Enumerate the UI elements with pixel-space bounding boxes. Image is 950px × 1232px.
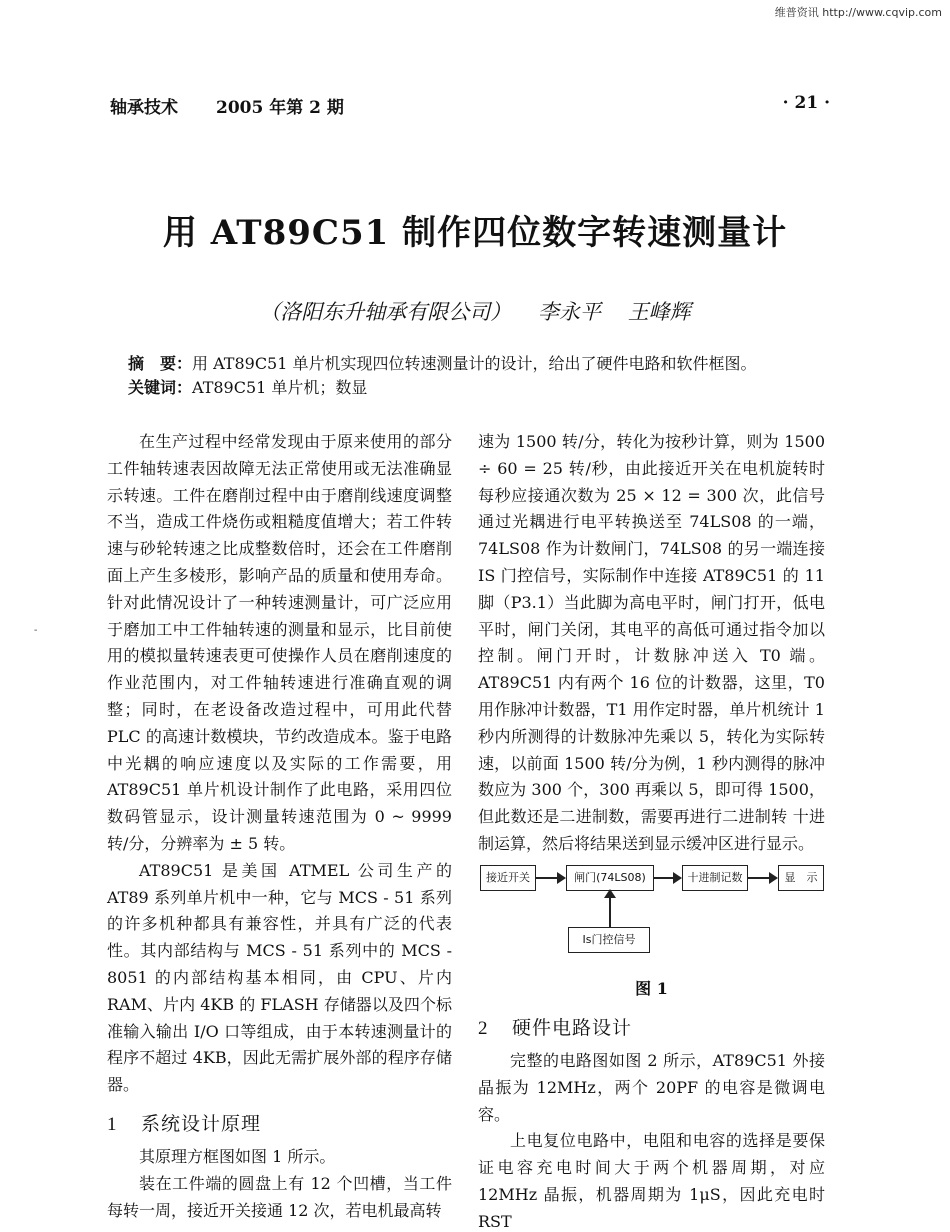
paragraph: 装在工件端的圆盘上有 12 个凹槽，当工件每转一周，接近开关接通 12 次，若电机最高转 xyxy=(107,1173,452,1220)
abstract-block xyxy=(128,352,828,400)
section-title: 硬件电路设计 xyxy=(512,1017,633,1039)
journal-name: 轴承技术 xyxy=(110,98,178,118)
section-heading-1 xyxy=(107,1109,452,1140)
arrow-gating-to-gate xyxy=(609,893,611,927)
gating-signal-box: Is门控信号 xyxy=(568,927,650,953)
right-column xyxy=(478,429,825,858)
section-2 xyxy=(478,1013,825,1232)
paragraph: 在生产过程中经常发现由于原来使用的部分工件轴转速表因故障无法正常使用或无法准确显示转速。工件在磨削过程中由于磨削线速度调整不当，造成工件烧伤或粗糙度值增大；若工件转速与砂轮转速之比成整数倍时，还会在工件磨削面上产生多棱形，影响产品的质量和使用寿命。针对此情况设计了一种转速测量计，可广泛应用于磨加工中工件轴转速的测量和显示，比目前使用的模拟量转速表更可使操作人员在磨削速度的作业范围内，对工件轴转速进行准确直观的调整；同时，在老设备改造过程中，可用此代替 PLC 的高速计数模块，节约改造成本。鉴于电路中光耦的响应速度以及实际的工作需要，用 AT89C51 单片机设计制作了此电路，采用四位数码管显示，设计测量转速范围为 0 ~ 9999 转/分，分辨率为 ± 5 转。 xyxy=(107,432,452,853)
paragraph: 完整的电路图如图 2 所示，AT89C51 外接晶振为 12MHz，两个 20PF 的电容是微调电容。 xyxy=(478,1051,825,1124)
issue-label: 2005 年第 2 期 xyxy=(216,98,344,118)
keywords-label: 关键词： xyxy=(128,378,193,397)
section-title: 系统设计原理 xyxy=(141,1112,262,1135)
paragraph: AT89C51 是美国 ATMEL 公司生产的 AT89 系列单片机中一种，它与 MCS - 51 系列的许多机种都具有兼容性，并具有广泛的代表性。其内部结构与 MCS - 51 系列中的 MCS - 8051 的内部结构基本相同，由 CPU、片内 RAM、片内 4KB 的 FLASH 存储器以及四个标准输入输出 I/O 口等组成，由于本转速测量计的程序不超过 4KB，因此无需扩展外部的程序存储器。 xyxy=(107,860,452,1095)
display-box: 显 示 xyxy=(778,865,824,891)
paragraph: 其原理方框图如图 1 所示。 xyxy=(139,1146,336,1166)
author-1: 李永平 xyxy=(538,300,601,324)
article-title: 用 AT89C51 制作四位数字转速测量计 xyxy=(162,213,788,253)
figure-caption: 图 1 xyxy=(635,979,668,998)
abstract xyxy=(128,352,828,376)
keywords-text: AT89C51 单片机；数显 xyxy=(192,378,368,397)
section-number: 2 xyxy=(478,1018,489,1039)
paragraph: 速为 1500 转/分，转化为按秒计算，则为 1500 ÷ 60 = 25 转/秒，由此接近开关在电机旋转时每秒应接通次数为 25 × 12 = 300 次，此信号通过光耦进行电平转换送至 74LS08 的一端，74LS08 作为计数闸门，74LS08 的另一端连接 IS 门控信号，实际制作中连接 AT89C51 的 11 脚（P3.1）当此脚为高电平时，闸门打开，低电平时，闸门关闭，其电平的高低可通过指令加以控制。闸门开时，计数脉冲送入 T0 端。AT89C51 内有两个 16 位的计数器，这里，T0 用作脉冲计数器，T1 用作定时器，单片机统计 1 秒内所测得的计数脉冲先乘以 5，转化为实际转速，以前面 1500 转/分为例，1 秒内测得的脉冲数应为 300 个，300 再乘以 5，即可得 1500，但此数还是二进制数，需要再进行二进制转 十进制运算，然后将结果送到显示缓冲区进行显示。 xyxy=(478,432,825,853)
abstract-text: 用 AT89C51 单片机实现四位转速测量计的设计，给出了硬件电路和软件框图。 xyxy=(192,354,757,373)
section-number: 1 xyxy=(107,1113,118,1135)
abstract-label: 摘 要： xyxy=(128,354,193,373)
running-header xyxy=(110,93,830,123)
left-column xyxy=(107,429,452,1224)
arrow-gate-to-counter xyxy=(654,877,680,879)
decimal-counter-box: 十进制记数 xyxy=(682,865,748,891)
section-heading-2 xyxy=(478,1013,825,1044)
author-line xyxy=(0,296,950,326)
page-number: · 21 · xyxy=(782,93,830,113)
keywords xyxy=(128,376,828,400)
arrow-counter-to-display xyxy=(748,877,776,879)
gate-box: 闸门(74LS08) xyxy=(566,865,654,891)
proximity-switch-box: 接近开关 xyxy=(480,865,536,891)
arrow-switch-to-gate xyxy=(536,877,564,879)
watermark-text: 维普资讯 http://www.cqvip.com xyxy=(774,6,942,19)
author-2: 王峰辉 xyxy=(627,300,691,324)
paragraph: 上电复位电路中，电阻和电容的选择是要保证电容充电时间大于两个机器周期，对应 12MHz 晶振，机器周期为 1μS，因此充电时 RST xyxy=(478,1131,825,1231)
margin-mark: - xyxy=(34,625,38,636)
affiliation: （洛阳东升轴承有限公司） xyxy=(259,300,512,324)
